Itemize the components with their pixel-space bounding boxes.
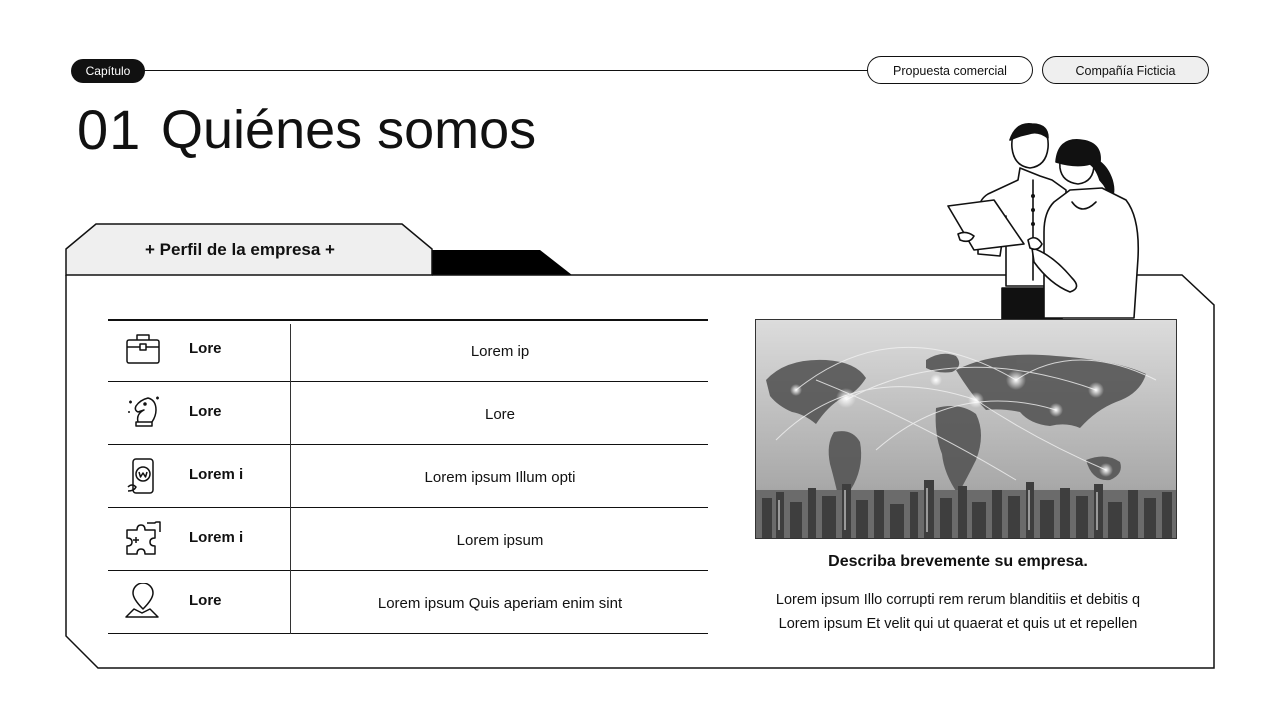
tab-company-profile[interactable]: + Perfil de la empresa + <box>145 240 335 259</box>
world-map-image <box>755 319 1177 539</box>
row-label: Lore <box>189 592 222 609</box>
table-row <box>108 382 708 445</box>
table-column-divider <box>290 324 291 634</box>
map-pin-icon <box>124 583 162 621</box>
table-row <box>108 508 708 571</box>
chess-knight-icon <box>124 394 162 432</box>
description-title: Describa brevemente su empresa. <box>828 553 1088 570</box>
table-row <box>108 319 708 382</box>
description-line: Lorem ipsum Et velit qui ut quaerat et quis ut et repellen <box>778 616 1138 632</box>
table-row <box>108 445 708 508</box>
row-label: Lorem i <box>189 529 244 546</box>
tag-company[interactable]: Compañía Ficticia <box>1042 56 1209 84</box>
row-label: Lorem i <box>189 466 244 483</box>
row-value: Lorem ip <box>470 343 530 360</box>
description-line: Lorem ipsum Illo corrupti rem rerum blanditiis et debitis q <box>775 592 1141 608</box>
row-value: Lorem ipsum Quis aperiam enim sint <box>377 595 623 612</box>
row-label: Lore <box>189 403 222 420</box>
row-label: Lore <box>189 340 222 357</box>
header-rule <box>140 70 868 71</box>
mobile-web-icon <box>124 457 162 495</box>
row-value: Lorem ipsum <box>456 532 544 549</box>
chapter-badge: Capítulo <box>71 59 145 83</box>
tag-proposal[interactable]: Propuesta comercial <box>867 56 1033 84</box>
people-illustration <box>940 118 1150 322</box>
page-title: Quiénes somos <box>161 100 537 160</box>
table-row <box>108 571 708 634</box>
briefcase-icon <box>124 331 162 369</box>
section-number: 01 <box>77 98 142 161</box>
row-value: Lore <box>484 406 516 423</box>
puzzle-icon <box>124 520 162 558</box>
row-value: Lorem ipsum Illum opti <box>424 469 576 486</box>
